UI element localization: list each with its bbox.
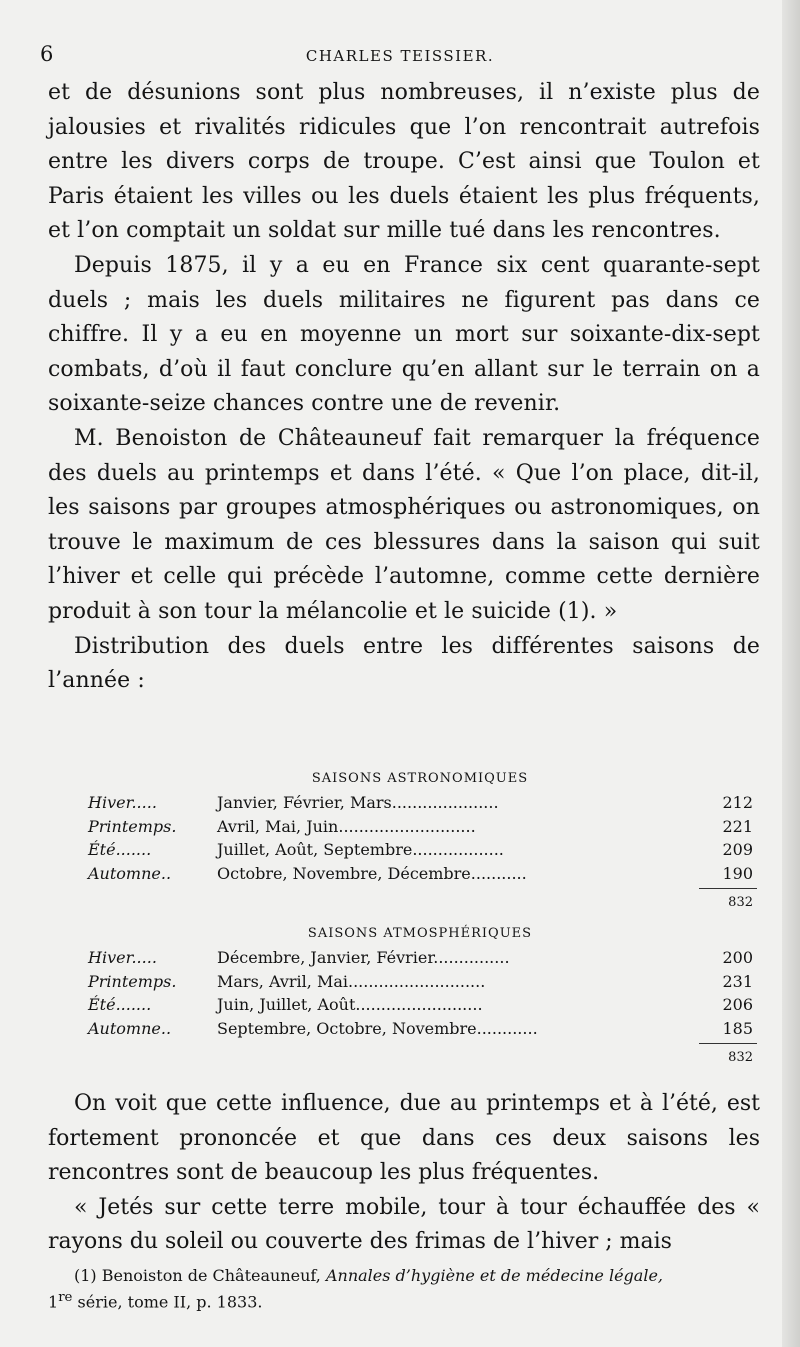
page-number: 6 <box>40 42 54 66</box>
season-label: Hiver..... <box>88 948 157 967</box>
months-label: Mars, Avril, Mai........................... <box>217 971 486 991</box>
table-row <box>80 946 760 970</box>
season-label: Été....... <box>88 995 152 1014</box>
duel-count: 209 <box>722 840 753 859</box>
season-label: Hiver..... <box>88 793 157 812</box>
footnote-details: série, tome II, p. 1833. <box>77 1292 263 1312</box>
table-atmospheric-seasons <box>80 922 760 1070</box>
table-row <box>80 815 760 839</box>
duel-count: 190 <box>722 863 753 883</box>
footnote-series-suffix: re <box>58 1290 73 1305</box>
footnote-text <box>48 1265 760 1313</box>
duel-count: 185 <box>722 1018 753 1038</box>
paragraph: M. Benoiston de Châteauneuf fait remarquer la fréquence des duels au printemps et dans l’été. « Que l’on place, dit-il, les saisons par groupes atmosphériques ou astronomiques, on trouve le maximum de ces blessures dans la saison qui suit l’hiver et celle qui précède l’automne, comme cette dernière produit à son tour la mélancolie et le suicide (1). » <box>48 425 760 624</box>
duel-count: 206 <box>722 995 753 1014</box>
duel-count: 231 <box>722 971 753 991</box>
months-label: Septembre, Octobre, Novembre............ <box>217 1018 538 1038</box>
table-row <box>80 1017 760 1041</box>
table-row <box>80 970 760 994</box>
duel-count: 212 <box>722 793 753 812</box>
months-label: Juin, Juillet, Août......................... <box>217 995 483 1014</box>
paragraph: Distribution des duels entre les différentes saisons de l’année : <box>48 633 760 694</box>
season-label: Printemps. <box>88 971 177 991</box>
duel-count: 221 <box>722 816 753 836</box>
body-text-continued <box>48 1087 760 1260</box>
table-heading: SAISONS ASTRONOMIQUES <box>311 771 529 786</box>
footnote-author: Benoiston de Châteauneuf, <box>101 1266 321 1285</box>
table-total <box>80 1046 760 1070</box>
table-total <box>80 891 760 915</box>
months-label: Juillet, Août, Septembre.................. <box>217 840 504 859</box>
season-label: Automne.. <box>88 863 172 883</box>
months-label: Avril, Mai, Juin........................... <box>217 816 476 836</box>
table-row <box>80 862 760 886</box>
paragraph: « Jetés sur cette terre mobile, tour à tour échauffée des « rayons du soleil ou couverte des frimas de l’hiver ; mais <box>48 1194 760 1255</box>
table-row <box>80 838 760 862</box>
footnote-series-number: 1 <box>48 1292 59 1312</box>
running-head: CHARLES TEISSIER. <box>305 47 495 65</box>
duel-count: 200 <box>722 948 753 967</box>
footnote-title: Annales d’hygiène et de médecine légale, <box>325 1266 664 1285</box>
footnote <box>48 1265 760 1313</box>
months-label: Janvier, Février, Mars..................... <box>217 793 499 812</box>
page-header <box>40 42 760 72</box>
footnote-marker: (1) <box>74 1266 97 1285</box>
months-label: Octobre, Novembre, Décembre........... <box>217 863 527 883</box>
table-row <box>80 791 760 815</box>
body-text <box>48 76 760 699</box>
months-label: Décembre, Janvier, Février............... <box>217 948 510 967</box>
total-value: 832 <box>728 895 753 910</box>
table-row <box>80 993 760 1017</box>
paragraph: et de désunions sont plus nombreuses, il n’existe plus de jalousies et rivalités ridicules que l’on rencontrait autrefois entre les divers corps de troupe. C’est ainsi que Toulon et Paris étaient les villes ou les duels étaient les plus fréquents, et l’on comptait un soldat sur mille tué dans les rencontres. <box>48 80 760 244</box>
paragraph: On voit que cette influence, due au printemps et à l’été, est fortement prononcée et que dans ces deux saisons les rencontres sont de beaucoup les plus fréquentes. <box>48 1091 760 1186</box>
season-label: Printemps. <box>88 816 177 836</box>
page-edge-shadow <box>782 0 800 1347</box>
total-value: 832 <box>728 1050 753 1065</box>
season-label: Été....... <box>88 840 152 859</box>
season-label: Automne.. <box>88 1018 172 1038</box>
table-heading: SAISONS ATMOSPHÉRIQUES <box>307 926 533 941</box>
table-astronomical-seasons <box>80 767 760 915</box>
paragraph: Depuis 1875, il y a eu en France six cent quarante-sept duels ; mais les duels militaires ne figurent pas dans ce chiffre. Il y a eu en moyenne un mort sur soixante-dix-sept combats, d’où il faut conclure qu’en allant sur le terrain on a soixante-seize chances contre une de revenir. <box>48 252 760 417</box>
